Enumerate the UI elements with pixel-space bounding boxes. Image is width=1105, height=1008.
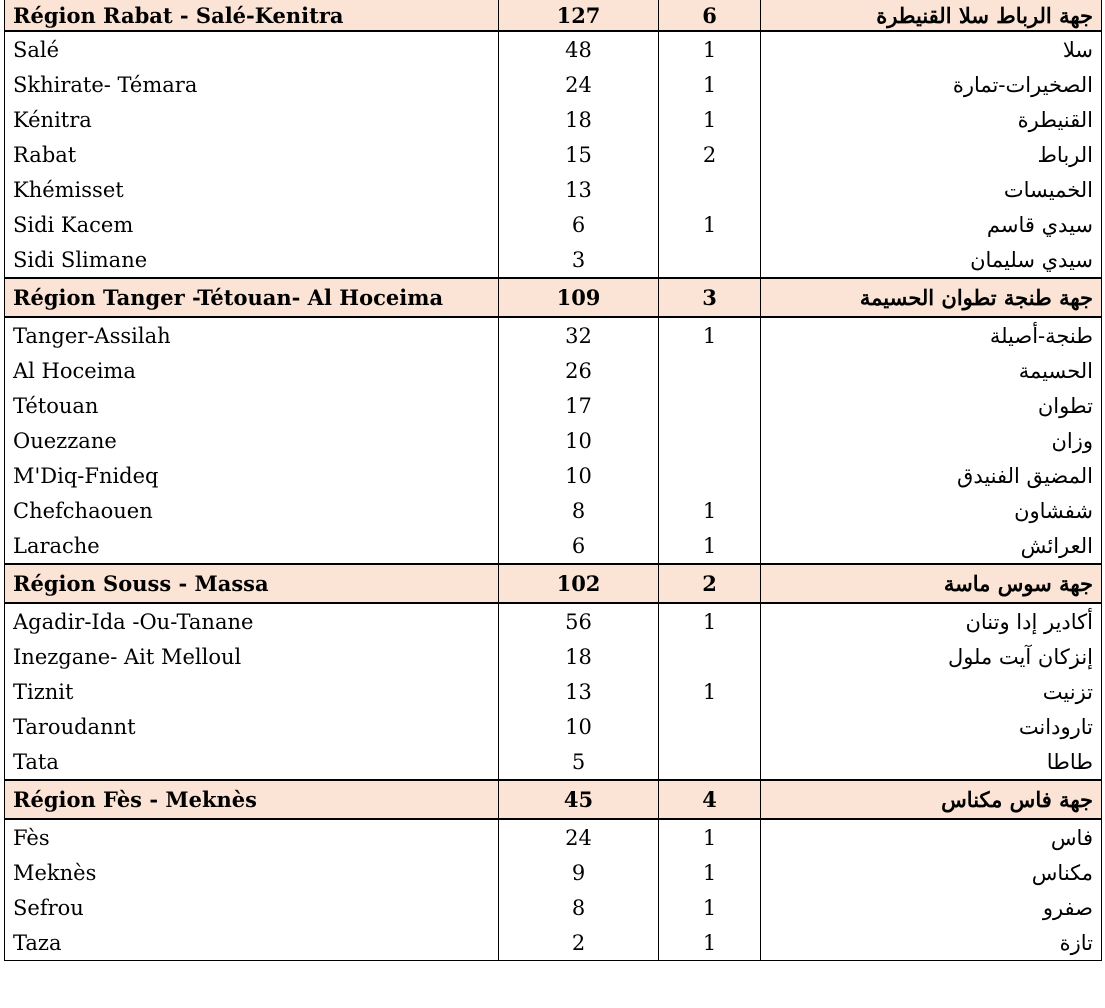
city-count: [659, 744, 761, 780]
city-name-ar: الرباط: [761, 137, 1102, 172]
regions-table: [4, 0, 1102, 961]
table-row: [5, 528, 1102, 564]
region-header-row: [5, 564, 1102, 603]
region-count: 2: [659, 564, 761, 603]
city-count: [659, 423, 761, 458]
city-total: 13: [499, 674, 659, 709]
table-row: [5, 67, 1102, 102]
table-row: [5, 137, 1102, 172]
city-total: 48: [499, 31, 659, 67]
region-count: 4: [659, 780, 761, 819]
region-name-ar: جهة طنجة تطوان الحسيمة: [761, 278, 1102, 317]
city-total: 3: [499, 242, 659, 278]
city-total: 8: [499, 890, 659, 925]
city-name-fr: Ouezzane: [5, 423, 499, 458]
city-name-ar: إنزكان آيت ملول: [761, 639, 1102, 674]
city-name-ar: شفشاون: [761, 493, 1102, 528]
region-count: 3: [659, 278, 761, 317]
table-row: [5, 744, 1102, 780]
region-name-ar: جهة الرباط سلا القنيطرة: [761, 0, 1102, 31]
city-name-fr: Tétouan: [5, 388, 499, 423]
city-name-fr: Taza: [5, 925, 499, 961]
city-name-fr: Fès: [5, 819, 499, 855]
city-name-ar: المضيق الفنيدق: [761, 458, 1102, 493]
city-name-fr: Tiznit: [5, 674, 499, 709]
table-row: [5, 674, 1102, 709]
region-header-row: [5, 780, 1102, 819]
table-row: [5, 172, 1102, 207]
city-total: 24: [499, 819, 659, 855]
table-row: [5, 458, 1102, 493]
region-name-fr: Région Souss - Massa: [5, 564, 499, 603]
city-count: 1: [659, 207, 761, 242]
city-count: [659, 709, 761, 744]
city-name-fr: Rabat: [5, 137, 499, 172]
city-name-fr: Khémisset: [5, 172, 499, 207]
city-count: 1: [659, 528, 761, 564]
city-count: 1: [659, 31, 761, 67]
city-name-ar: الخميسات: [761, 172, 1102, 207]
city-count: [659, 242, 761, 278]
city-count: [659, 353, 761, 388]
city-name-fr: M'Diq-Fnideq: [5, 458, 499, 493]
city-count: [659, 172, 761, 207]
city-name-fr: Meknès: [5, 855, 499, 890]
city-count: 1: [659, 674, 761, 709]
city-name-fr: Sidi Kacem: [5, 207, 499, 242]
city-count: 1: [659, 925, 761, 961]
city-name-fr: Larache: [5, 528, 499, 564]
table-row: [5, 855, 1102, 890]
table-row: [5, 353, 1102, 388]
city-name-fr: Kénitra: [5, 102, 499, 137]
region-name-ar: جهة فاس مكناس: [761, 780, 1102, 819]
city-name-ar: مكناس: [761, 855, 1102, 890]
city-total: 9: [499, 855, 659, 890]
city-total: 56: [499, 603, 659, 639]
region-total: 109: [499, 278, 659, 317]
city-name-ar: فاس: [761, 819, 1102, 855]
table-row: [5, 423, 1102, 458]
regions-table-body: [5, 0, 1102, 961]
region-total: 127: [499, 0, 659, 31]
city-total: 10: [499, 458, 659, 493]
city-name-fr: Inezgane- Ait Melloul: [5, 639, 499, 674]
city-count: 2: [659, 137, 761, 172]
table-row: [5, 207, 1102, 242]
city-name-ar: القنيطرة: [761, 102, 1102, 137]
city-total: 6: [499, 207, 659, 242]
city-count: 1: [659, 67, 761, 102]
table-row: [5, 242, 1102, 278]
city-total: 5: [499, 744, 659, 780]
table-row: [5, 102, 1102, 137]
city-name-ar: سيدي سليمان: [761, 242, 1102, 278]
city-name-fr: Chefchaouen: [5, 493, 499, 528]
city-name-ar: تطوان: [761, 388, 1102, 423]
table-row: [5, 819, 1102, 855]
city-count: 1: [659, 603, 761, 639]
city-total: 2: [499, 925, 659, 961]
city-name-ar: الحسيمة: [761, 353, 1102, 388]
city-name-fr: Taroudannt: [5, 709, 499, 744]
city-name-ar: تارودانت: [761, 709, 1102, 744]
city-name-ar: تازة: [761, 925, 1102, 961]
city-count: [659, 639, 761, 674]
city-name-fr: Skhirate- Témara: [5, 67, 499, 102]
city-count: 1: [659, 819, 761, 855]
city-count: 1: [659, 102, 761, 137]
city-total: 10: [499, 423, 659, 458]
region-name-fr: Région Rabat - Salé-Kenitra: [5, 0, 499, 31]
city-total: 8: [499, 493, 659, 528]
city-total: 18: [499, 639, 659, 674]
city-name-fr: Sefrou: [5, 890, 499, 925]
city-count: [659, 388, 761, 423]
city-name-ar: سلا: [761, 31, 1102, 67]
city-total: 32: [499, 317, 659, 353]
city-name-fr: Tata: [5, 744, 499, 780]
table-row: [5, 317, 1102, 353]
city-total: 17: [499, 388, 659, 423]
city-name-ar: طاطا: [761, 744, 1102, 780]
region-name-fr: Région Fès - Meknès: [5, 780, 499, 819]
table-row: [5, 388, 1102, 423]
city-total: 13: [499, 172, 659, 207]
city-total: 18: [499, 102, 659, 137]
table-row: [5, 493, 1102, 528]
city-name-ar: وزان: [761, 423, 1102, 458]
city-name-ar: العرائش: [761, 528, 1102, 564]
city-name-ar: سيدي قاسم: [761, 207, 1102, 242]
region-header-row: [5, 278, 1102, 317]
city-name-fr: Agadir-Ida -Ou-Tanane: [5, 603, 499, 639]
city-name-ar: تزنيت: [761, 674, 1102, 709]
region-count: 6: [659, 0, 761, 31]
region-name-fr: Région Tanger -Tétouan- Al Hoceima: [5, 278, 499, 317]
region-total: 45: [499, 780, 659, 819]
city-count: [659, 458, 761, 493]
region-header-row: [5, 0, 1102, 31]
city-name-fr: Sidi Slimane: [5, 242, 499, 278]
table-row: [5, 639, 1102, 674]
city-count: 1: [659, 493, 761, 528]
city-name-ar: صفرو: [761, 890, 1102, 925]
city-total: 26: [499, 353, 659, 388]
city-total: 10: [499, 709, 659, 744]
city-name-fr: Al Hoceima: [5, 353, 499, 388]
city-total: 15: [499, 137, 659, 172]
region-total: 102: [499, 564, 659, 603]
table-row: [5, 31, 1102, 67]
table-row: [5, 925, 1102, 961]
table-row: [5, 709, 1102, 744]
city-name-ar: الصخيرات-تمارة: [761, 67, 1102, 102]
city-count: 1: [659, 317, 761, 353]
city-total: 6: [499, 528, 659, 564]
table-row: [5, 890, 1102, 925]
city-total: 24: [499, 67, 659, 102]
region-name-ar: جهة سوس ماسة: [761, 564, 1102, 603]
city-name-ar: أكادير إدا وتنان: [761, 603, 1102, 639]
city-name-fr: Salé: [5, 31, 499, 67]
table-row: [5, 603, 1102, 639]
city-count: 1: [659, 890, 761, 925]
city-name-fr: Tanger-Assilah: [5, 317, 499, 353]
city-name-ar: طنجة-أصيلة: [761, 317, 1102, 353]
city-count: 1: [659, 855, 761, 890]
